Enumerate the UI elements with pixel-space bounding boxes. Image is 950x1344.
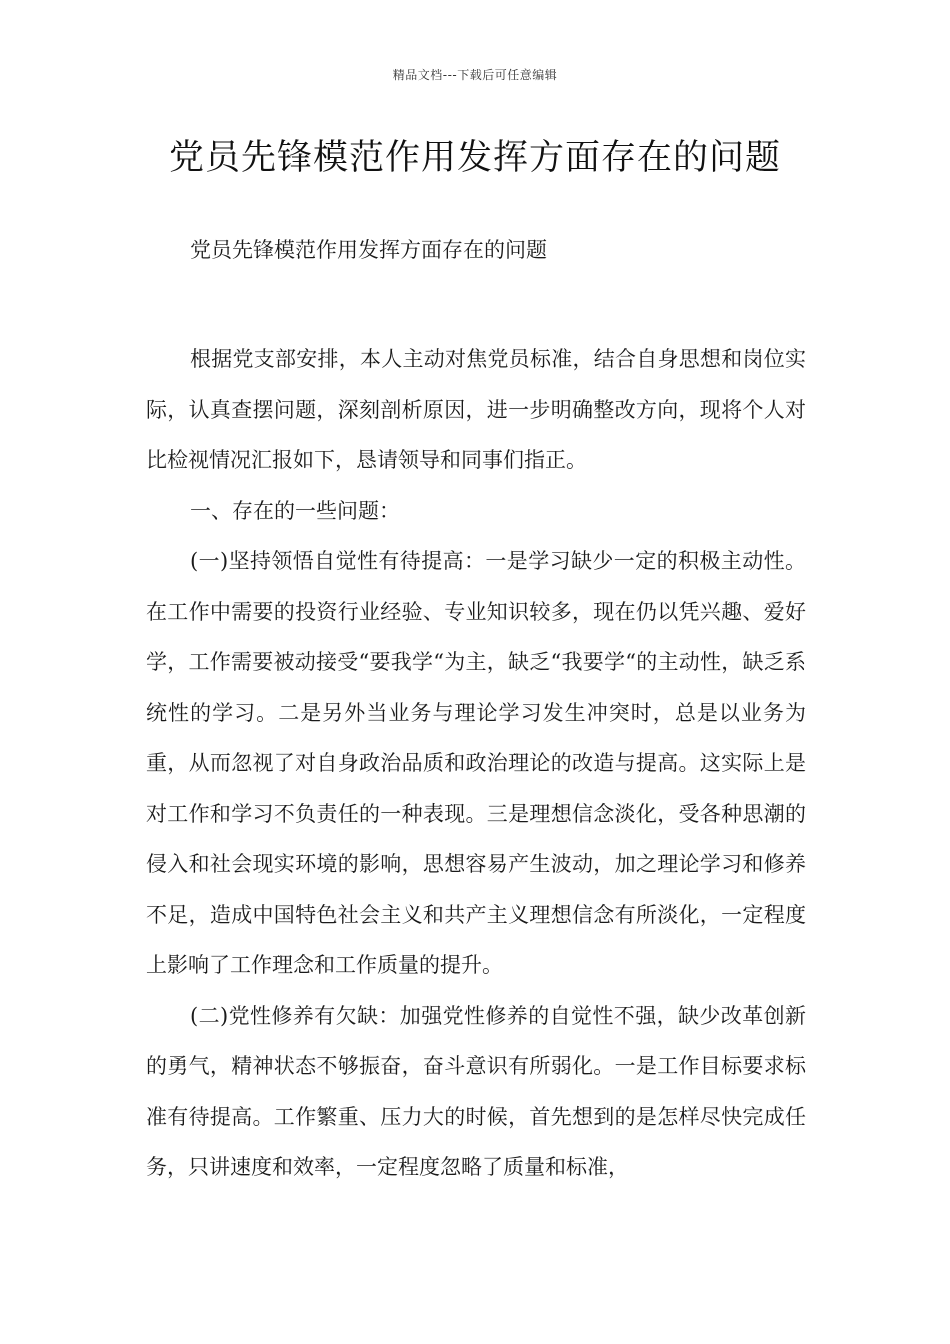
paragraph-intro: 根据党支部安排，本人主动对焦党员标准，结合自身思想和岗位实际，认真查摆问题，深刻剖析原因，进一步明确整改方向，现将个人对比检视情况汇报如下，恳请领导和同事们指正。 — [146, 347, 806, 472]
document-subtitle: 党员先锋模范作用发挥方面存在的问题 — [190, 238, 547, 262]
section-heading: 一、存在的一些问题： — [190, 498, 400, 523]
paragraph-item-1: (一)坚持领悟自觉性有待提高：一是学习缺少一定的积极主动性。在工作中需要的投资行业经验、专业知识较多，现在仍以凭兴趣、爱好学，工作需要被动接受“要我学“为主，缺乏“我要学“的主动性，缺乏系统性的学习。二是另外当业务与理论学习发生冲突时，总是以业务为重，从而忽视了对自身政治品质和政治理论的改造与提高。这实际上是对工作和学习不负责任的一种表现。三是理想信念淡化，受各种思潮的侵入和社会现实环境的影响，思想容易产生波动，加之理论学习和修养不足，造成中国特色社会主义和共产主义理想信念有所淡化，一定程度上影响了工作理念和工作质量的提升。 — [146, 549, 806, 977]
document-body — [146, 334, 806, 1193]
document-title: 党员先锋模范作用发挥方面存在的问题 — [168, 138, 781, 178]
header-note: 精品文档---下载后可任意编辑 — [392, 68, 558, 82]
paragraph-item-2: (二)党性修养有欠缺：加强党性修养的自觉性不强，缺少改革创新的勇气，精神状态不够振奋，奋斗意识有所弱化。一是工作目标要求标准有待提高。工作繁重、压力大的时候，首先想到的是怎样尽快完成任务，只讲速度和效率，一定程度忽略了质量和标准， — [146, 1003, 806, 1179]
